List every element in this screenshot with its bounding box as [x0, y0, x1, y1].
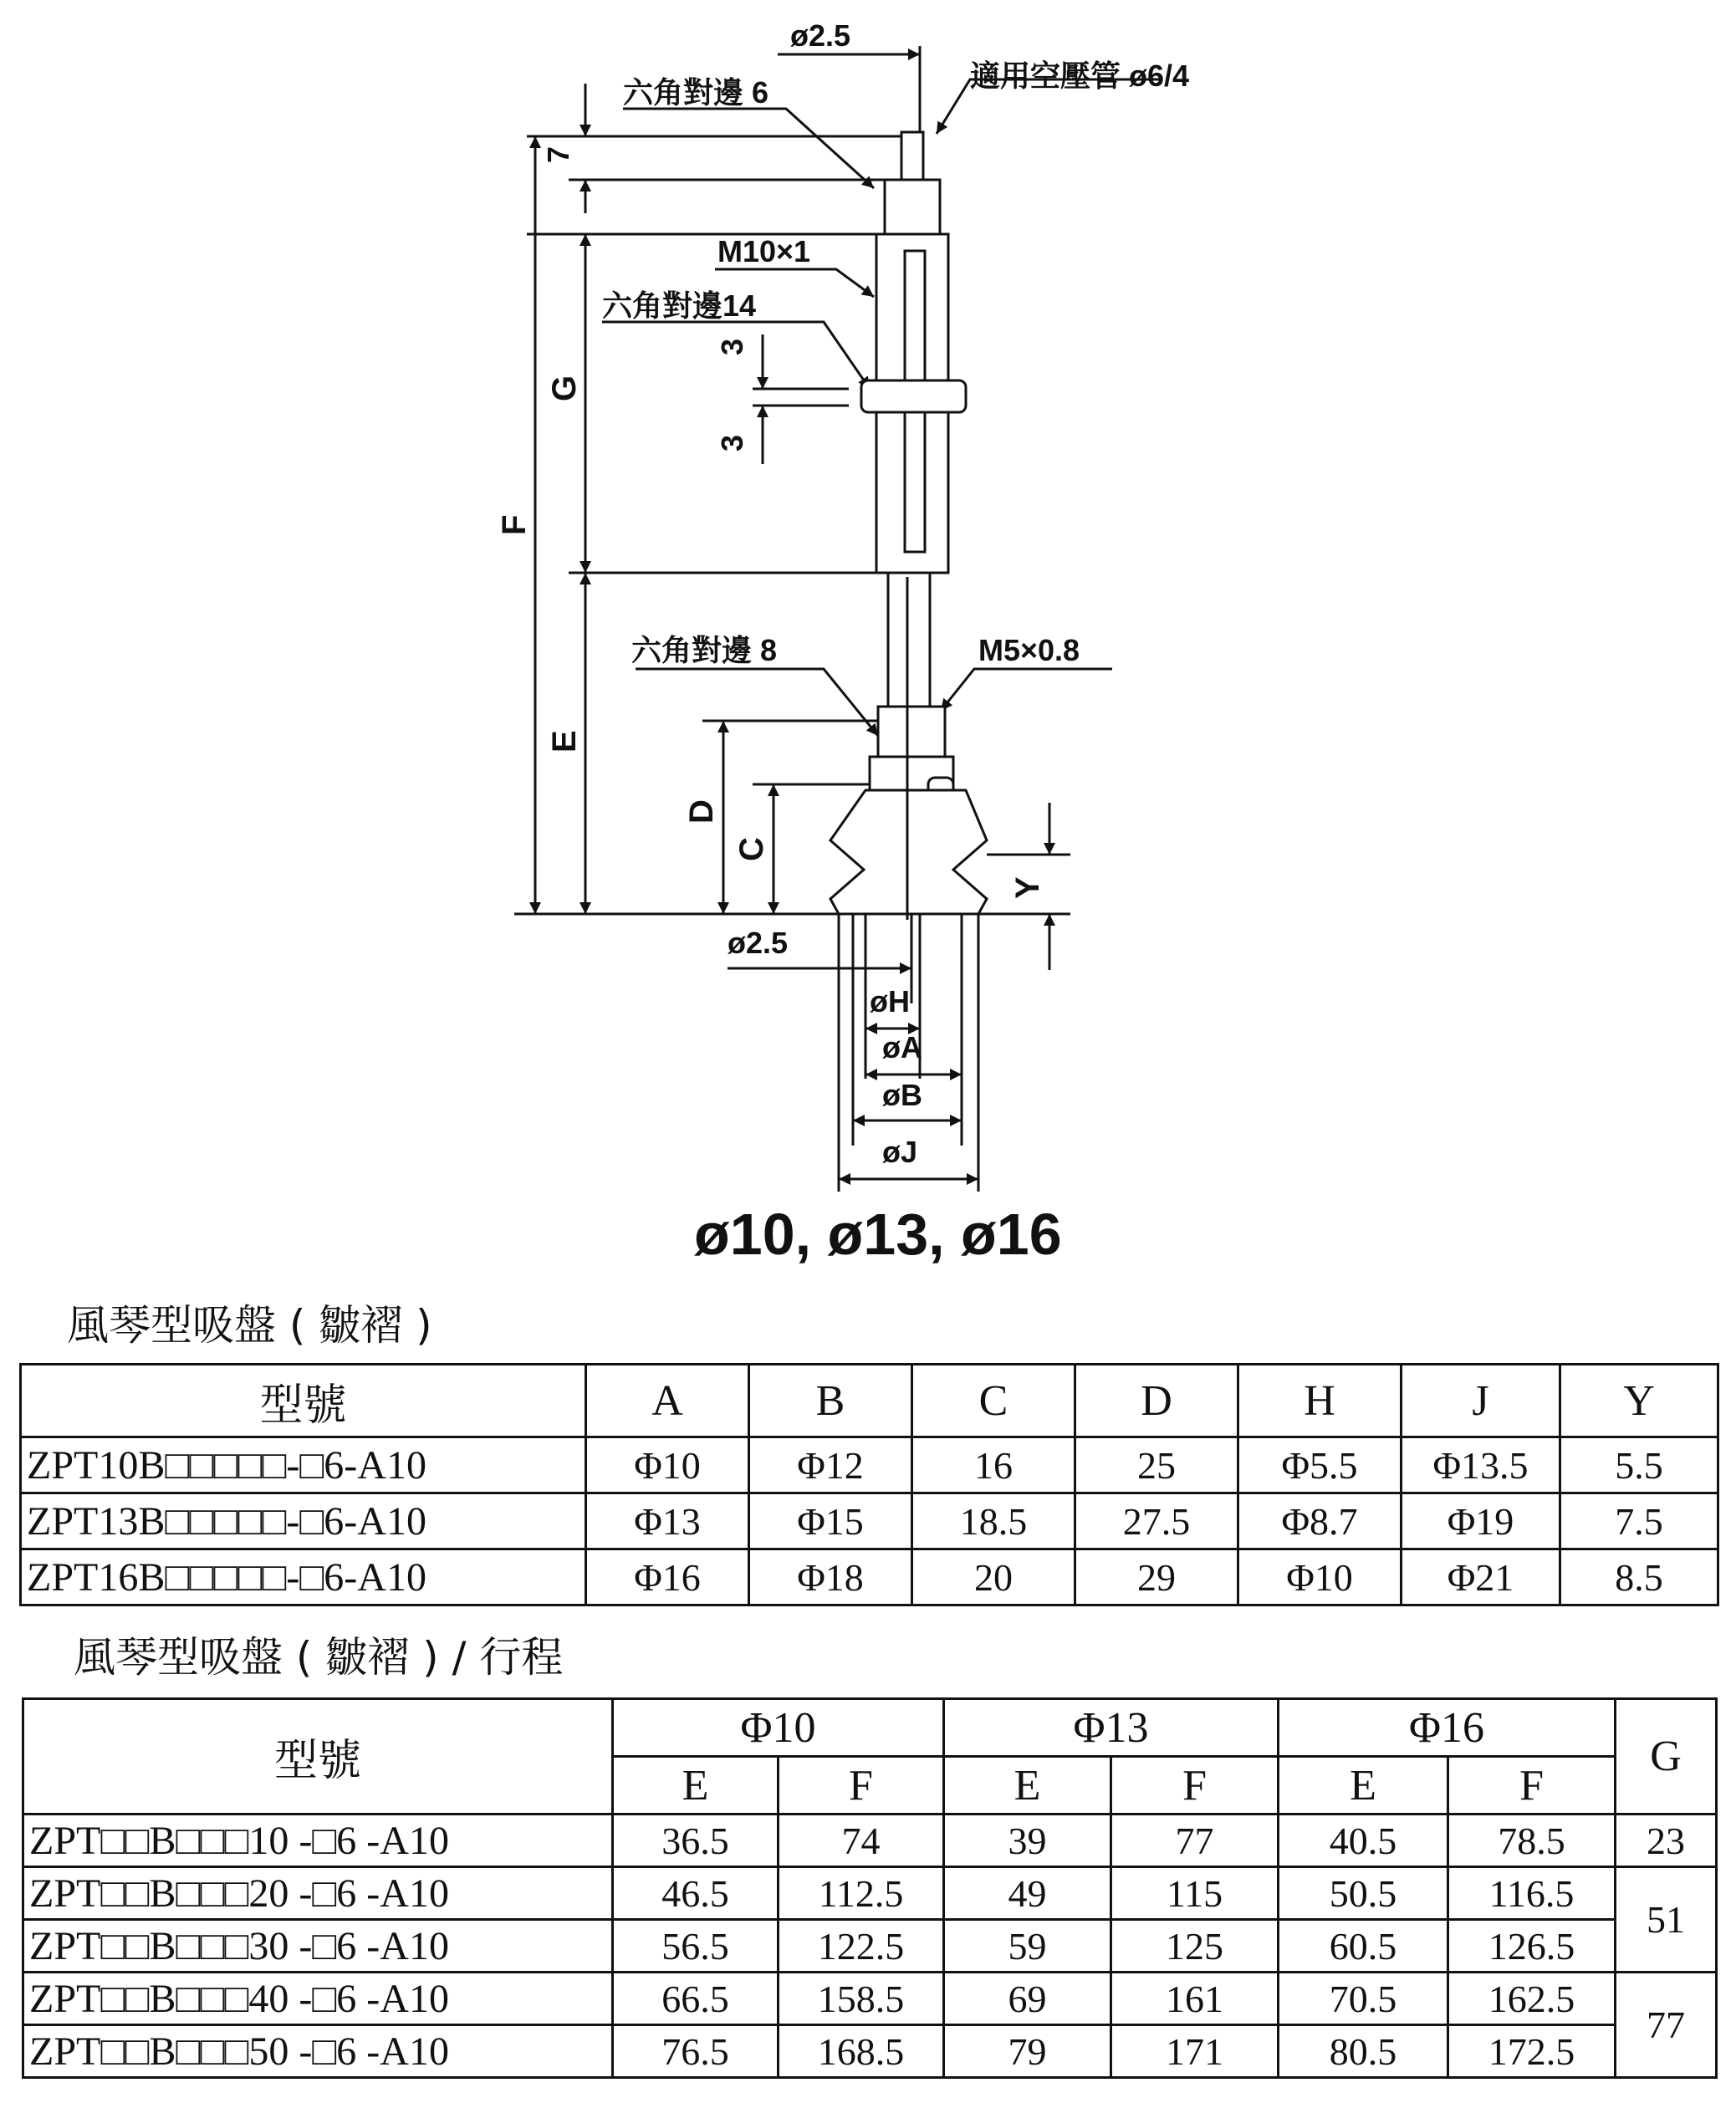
value-cell: 39 — [944, 1815, 1111, 1867]
value-cell: 49 — [944, 1867, 1111, 1920]
sub-header-f: F — [1448, 1757, 1616, 1815]
value-cell: 66.5 — [613, 1973, 779, 2025]
value-cell: 161 — [1111, 1973, 1279, 2025]
dia-j-label: øJ — [882, 1135, 918, 1169]
hex-top-label: 六角對邊 6 — [623, 75, 769, 110]
value-cell: 27.5 — [1075, 1493, 1238, 1549]
value-cell: 126.5 — [1448, 1920, 1616, 1973]
value-cell: 168.5 — [779, 2025, 944, 2078]
value-cell: Φ8.7 — [1238, 1493, 1402, 1549]
value-cell: 171 — [1111, 2025, 1279, 2078]
group-header-13: Φ13 — [944, 1699, 1279, 1757]
value-cell: 78.5 — [1448, 1815, 1616, 1867]
dia-b-label: øB — [882, 1078, 922, 1112]
dim-3a-label: 3 — [715, 338, 749, 355]
sub-header-f: F — [779, 1757, 944, 1815]
value-cell: Φ10 — [1238, 1549, 1402, 1605]
value-cell: 79 — [944, 2025, 1111, 2078]
sub-header-e: E — [1279, 1757, 1448, 1815]
dim-7-label: 7 — [541, 145, 575, 163]
model-cell: ZPT16B□□□□□-□6-A10 — [21, 1549, 586, 1605]
header-d: D — [1075, 1365, 1238, 1437]
g-cell: 77 — [1616, 1973, 1717, 2078]
header-h: H — [1238, 1365, 1402, 1437]
dia-h-label: øH — [870, 984, 910, 1018]
sub-header-e: E — [613, 1757, 779, 1815]
hole-top-label: ø2.5 — [790, 18, 851, 53]
thread-top-label: M10×1 — [717, 234, 811, 268]
value-cell: 56.5 — [613, 1920, 779, 1973]
table-row — [21, 1549, 1718, 1605]
stroke-table — [22, 1697, 1718, 2079]
table-row — [23, 1973, 1717, 2025]
value-cell: Φ19 — [1402, 1493, 1560, 1549]
g-cell: 23 — [1616, 1815, 1717, 1867]
group-header-10: Φ10 — [613, 1699, 944, 1757]
hex-nut-label: 六角對邊14 — [602, 288, 757, 323]
hex-bottom-label: 六角對邊 8 — [631, 633, 778, 667]
dim-f-label: F — [496, 514, 533, 535]
sizes-label: ø10, ø13, ø16 — [694, 1202, 1062, 1267]
table-row — [21, 1493, 1718, 1549]
value-cell: 74 — [779, 1815, 944, 1867]
value-cell: 125 — [1111, 1920, 1279, 1973]
model-cell: ZPT□□B□□□20 -□6 -A10 — [23, 1867, 613, 1920]
header-model: 型號 — [23, 1699, 613, 1815]
value-cell: 76.5 — [613, 2025, 779, 2078]
value-cell: 115 — [1111, 1867, 1279, 1920]
value-cell: 158.5 — [779, 1973, 944, 2025]
header-y: Y — [1560, 1365, 1718, 1437]
value-cell: 29 — [1075, 1549, 1238, 1605]
model-cell: ZPT□□B□□□40 -□6 -A10 — [23, 1973, 613, 2025]
value-cell: 162.5 — [1448, 1973, 1616, 2025]
model-cell: ZPT□□B□□□10 -□6 -A10 — [23, 1815, 613, 1867]
value-cell: 7.5 — [1560, 1493, 1718, 1549]
value-cell: 70.5 — [1279, 1973, 1448, 2025]
sub-header-f: F — [1111, 1757, 1279, 1815]
value-cell: Φ13 — [586, 1493, 749, 1549]
hole-bottom-label: ø2.5 — [728, 926, 789, 960]
value-cell: 36.5 — [613, 1815, 779, 1867]
header-a: A — [586, 1365, 749, 1437]
value-cell: Φ21 — [1402, 1549, 1560, 1605]
table-row — [23, 1815, 1717, 1867]
value-cell: Φ10 — [586, 1437, 749, 1493]
dimension-table — [19, 1363, 1719, 1606]
model-cell: ZPT13B□□□□□-□6-A10 — [21, 1493, 586, 1549]
dim-d-label: D — [683, 799, 720, 824]
value-cell: 80.5 — [1279, 2025, 1448, 2078]
header-g: G — [1616, 1699, 1717, 1815]
table-row — [23, 1867, 1717, 1920]
value-cell: 77 — [1111, 1815, 1279, 1867]
value-cell: Φ5.5 — [1238, 1437, 1402, 1493]
value-cell: 69 — [944, 1973, 1111, 2025]
value-cell: Φ12 — [749, 1437, 912, 1493]
value-cell: 112.5 — [779, 1867, 944, 1920]
value-cell: 172.5 — [1448, 2025, 1616, 2078]
value-cell: 116.5 — [1448, 1867, 1616, 1920]
header-b: B — [749, 1365, 912, 1437]
value-cell: 20 — [912, 1549, 1075, 1605]
dim-e-label: E — [546, 730, 583, 753]
header-model: 型號 — [21, 1365, 586, 1437]
value-cell: 16 — [912, 1437, 1075, 1493]
thread-bottom-label: M5×0.8 — [978, 633, 1080, 667]
g-cell: 51 — [1616, 1867, 1717, 1973]
value-cell: 5.5 — [1560, 1437, 1718, 1493]
group-header-16: Φ16 — [1279, 1699, 1616, 1757]
value-cell: 46.5 — [613, 1867, 779, 1920]
header-j: J — [1402, 1365, 1560, 1437]
table2-header-row — [23, 1699, 1717, 1757]
table2-title: 風琴型吸盤 ( 皺褶 ) / 行程 — [74, 1633, 564, 1682]
value-cell: Φ16 — [586, 1549, 749, 1605]
sub-header-e: E — [944, 1757, 1111, 1815]
value-cell: 50.5 — [1279, 1867, 1448, 1920]
model-cell: ZPT10B□□□□□-□6-A10 — [21, 1437, 586, 1493]
value-cell: 8.5 — [1560, 1549, 1718, 1605]
dim-g-label: G — [546, 375, 583, 401]
value-cell: Φ15 — [749, 1493, 912, 1549]
value-cell: 60.5 — [1279, 1920, 1448, 1973]
dim-c-label: C — [733, 837, 770, 861]
value-cell: Φ13.5 — [1402, 1437, 1560, 1493]
value-cell: 122.5 — [779, 1920, 944, 1973]
model-cell: ZPT□□B□□□50 -□6 -A10 — [23, 2025, 613, 2078]
value-cell: 59 — [944, 1920, 1111, 1973]
table-row — [21, 1437, 1718, 1493]
value-cell: 25 — [1075, 1437, 1238, 1493]
table-row — [23, 1920, 1717, 1973]
tube-label: 適用空壓管 ø6/4 — [970, 59, 1190, 93]
dim-y-label: Y — [1009, 876, 1046, 899]
value-cell: 40.5 — [1279, 1815, 1448, 1867]
table-row — [23, 2025, 1717, 2078]
table1-header-row — [21, 1365, 1718, 1437]
header-c: C — [912, 1365, 1075, 1437]
dim-3b-label: 3 — [715, 434, 749, 452]
table1-title: 風琴型吸盤 ( 皺褶 ) — [67, 1301, 432, 1350]
dia-a-label: øA — [882, 1030, 922, 1064]
value-cell: 18.5 — [912, 1493, 1075, 1549]
value-cell: Φ18 — [749, 1549, 912, 1605]
model-cell: ZPT□□B□□□30 -□6 -A10 — [23, 1920, 613, 1973]
